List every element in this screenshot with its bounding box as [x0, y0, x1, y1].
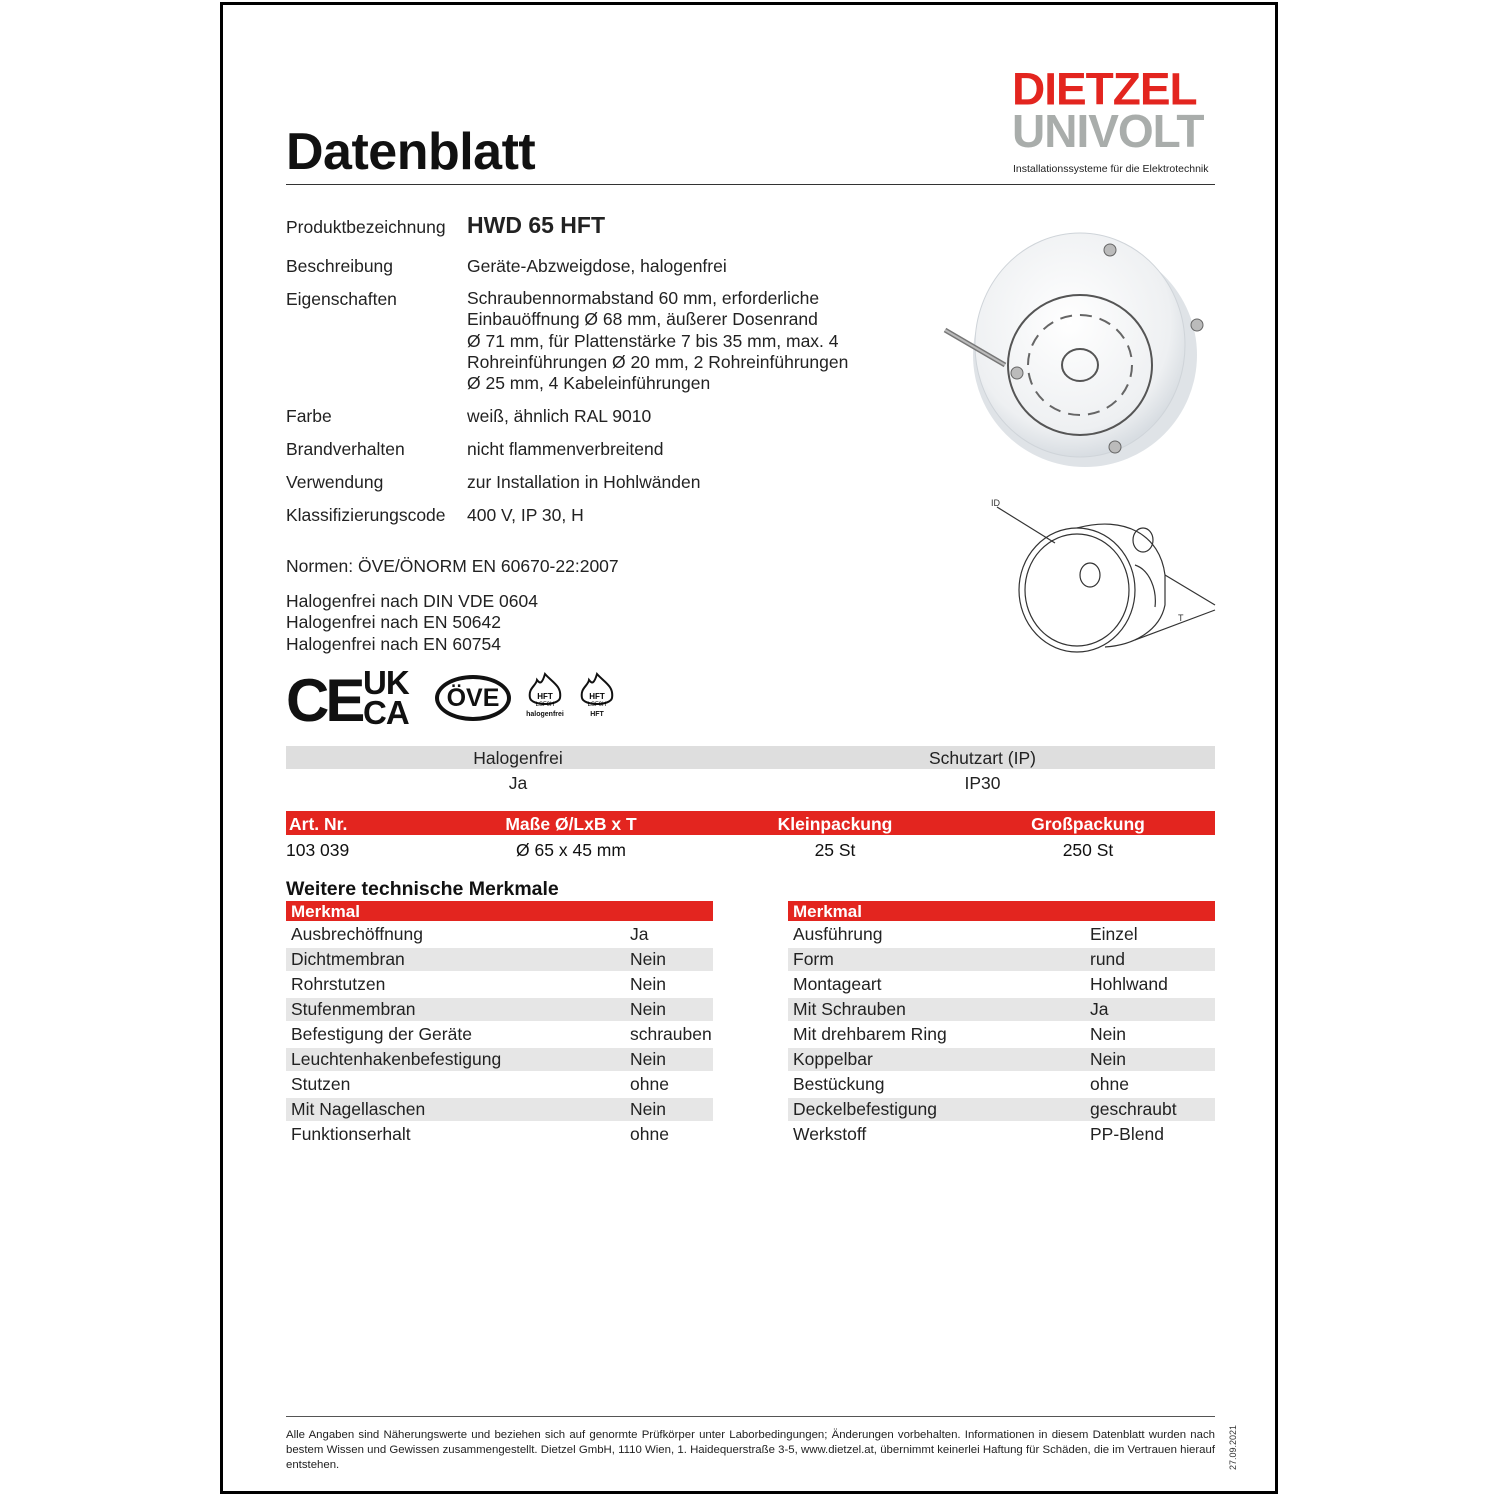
article-header-artnr: Art. Nr. [289, 814, 348, 834]
usage-label: Verwendung [286, 472, 384, 492]
feature-row: Dichtmembran Nein [286, 948, 713, 971]
article-header-small-pack: Kleinpackung [777, 814, 893, 834]
feature-row: Rohrstutzen Nein [291, 974, 666, 994]
logo-dietzel: DIETZEL [1012, 63, 1197, 115]
feature-row: Stufenmembran Nein [286, 998, 713, 1021]
feature-row: Deckelbefestigung geschraubt [788, 1098, 1215, 1121]
technical-drawing [985, 495, 1220, 665]
usage-value: zur Installation in Hohlwänden [467, 472, 701, 492]
hft-mark: HFT LSF0H HFT [574, 672, 620, 718]
article-header-dimensions: Maße Ø/LxB x T [505, 814, 637, 834]
norms-line: Normen: ÖVE/ÖNORM EN 60670-22:2007 [286, 556, 619, 576]
classification-value: 400 V, IP 30, H [467, 505, 584, 525]
drawing-t-label: T [1178, 613, 1184, 623]
document-date: 27.09.2021 [1228, 1424, 1238, 1470]
footer-divider [286, 1416, 1215, 1417]
fire-behaviour-label: Brandverhalten [286, 439, 405, 459]
page-title: Datenblatt [286, 123, 536, 181]
logo-tagline: Installationssysteme für die Elektrotechnik [1013, 163, 1209, 175]
description-label: Beschreibung [286, 256, 394, 276]
fire-behaviour-value: nicht flammenverbreitend [467, 439, 664, 459]
ove-mark: ÖVE [435, 675, 511, 721]
color-value: weiß, ähnlich RAL 9010 [467, 406, 652, 426]
feature-row: Stutzen ohne [291, 1074, 669, 1094]
features-left-header: Merkmal [286, 901, 713, 921]
properties-value: Schraubennormabstand 60 mm, erforderliche Einbauöffnung Ø 68 mm, äußerer Dosenrand Ø 71 mm, für Plattenstärke 7 bis 35 mm, max. 4 Rohreinführungen Ø 20 mm, 2 Rohreinführungen Ø 25 mm, 4 Kabeleinführungen [467, 288, 849, 394]
article-header-large-pack: Großpackung [1031, 814, 1145, 834]
article-large-pack: 250 St [1062, 840, 1114, 860]
product-photo [935, 205, 1220, 475]
drawing-id-label: ID [991, 498, 1000, 508]
flame-icon [522, 672, 568, 708]
flame-icon [574, 672, 620, 708]
feature-row: Mit Schrauben Ja [788, 998, 1215, 1021]
properties-label: Eigenschaften [286, 289, 397, 309]
feature-row: Funktionserhalt ohne [291, 1124, 669, 1144]
feature-row: Befestigung der Geräte schrauben [291, 1024, 712, 1044]
ce-mark: CE [286, 667, 362, 734]
halogen-norm-3: Halogenfrei nach EN 60754 [286, 633, 502, 654]
title-divider [286, 184, 1215, 185]
classification-label: Klassifizierungscode [286, 505, 446, 525]
article-number: 103 039 [286, 840, 350, 860]
feature-row: Mit drehbarem Ring Nein [793, 1024, 1126, 1044]
feature-row: Koppelbar Nein [788, 1048, 1215, 1071]
color-label: Farbe [286, 406, 332, 426]
article-small-pack: 25 St [814, 840, 856, 860]
feature-row: Form rund [788, 948, 1215, 971]
article-dimensions: Ø 65 x 45 mm [516, 840, 626, 860]
product-name: HWD 65 HFT [467, 212, 605, 238]
summary-value-ip: IP30 [964, 773, 1001, 793]
summary-header-halogenfrei: Halogenfrei [473, 748, 563, 768]
summary-value-halogenfrei: Ja [508, 773, 528, 793]
ukca-mark: UK CA [363, 664, 409, 731]
feature-row: Ausführung Einzel [793, 924, 1138, 944]
hft-halogenfrei-mark: HFT LSF0H halogenfrei [521, 672, 569, 718]
svg-text:LSF0H: LSF0H [535, 702, 555, 708]
feature-row: Mit Nagellaschen Nein [286, 1098, 713, 1121]
description-value: Geräte-Abzweigdose, halogenfrei [467, 256, 727, 276]
halogen-norms [286, 591, 538, 655]
halogen-norm-1: Halogenfrei nach DIN VDE 0604 [286, 591, 538, 611]
features-title: Weitere technische Merkmale [286, 878, 559, 900]
feature-row: Montageart Hohlwand [793, 974, 1168, 994]
svg-text:HFT: HFT [589, 692, 605, 701]
halogen-norm-2: Halogenfrei nach EN 50642 [286, 612, 502, 633]
features-right-header: Merkmal [788, 901, 1215, 921]
product-name-label: Produktbezeichnung [286, 217, 446, 237]
footer-disclaimer: Alle Angaben sind Näherungswerte und beziehen sich auf genormte Prüfkörper unter Laborbedingungen; Änderungen vorbehalten. Informationen in diesem Datenblatt wurden nach bestem Wissen und Gewissen zusammengestellt. Dietzel GmbH, 1110 Wien, 1. Haidequerstraße 3-5, www.dietzel.at, übernimmt keinerlei Haftung für Schäden, die im Vertrauen hierauf entstehen. [286, 1429, 1215, 1471]
feature-row: Bestückung ohne [793, 1074, 1129, 1094]
logo-univolt: UNIVOLT [1012, 105, 1204, 157]
svg-text:LSF0H: LSF0H [587, 702, 607, 708]
feature-row: Werkstoff PP-Blend [793, 1124, 1164, 1144]
summary-header-ip: Schutzart (IP) [929, 748, 1036, 768]
feature-row: Leuchtenhakenbefestigung Nein [286, 1048, 713, 1071]
svg-text:HFT: HFT [537, 692, 553, 701]
feature-row: Ausbrechöffnung Ja [291, 924, 649, 944]
